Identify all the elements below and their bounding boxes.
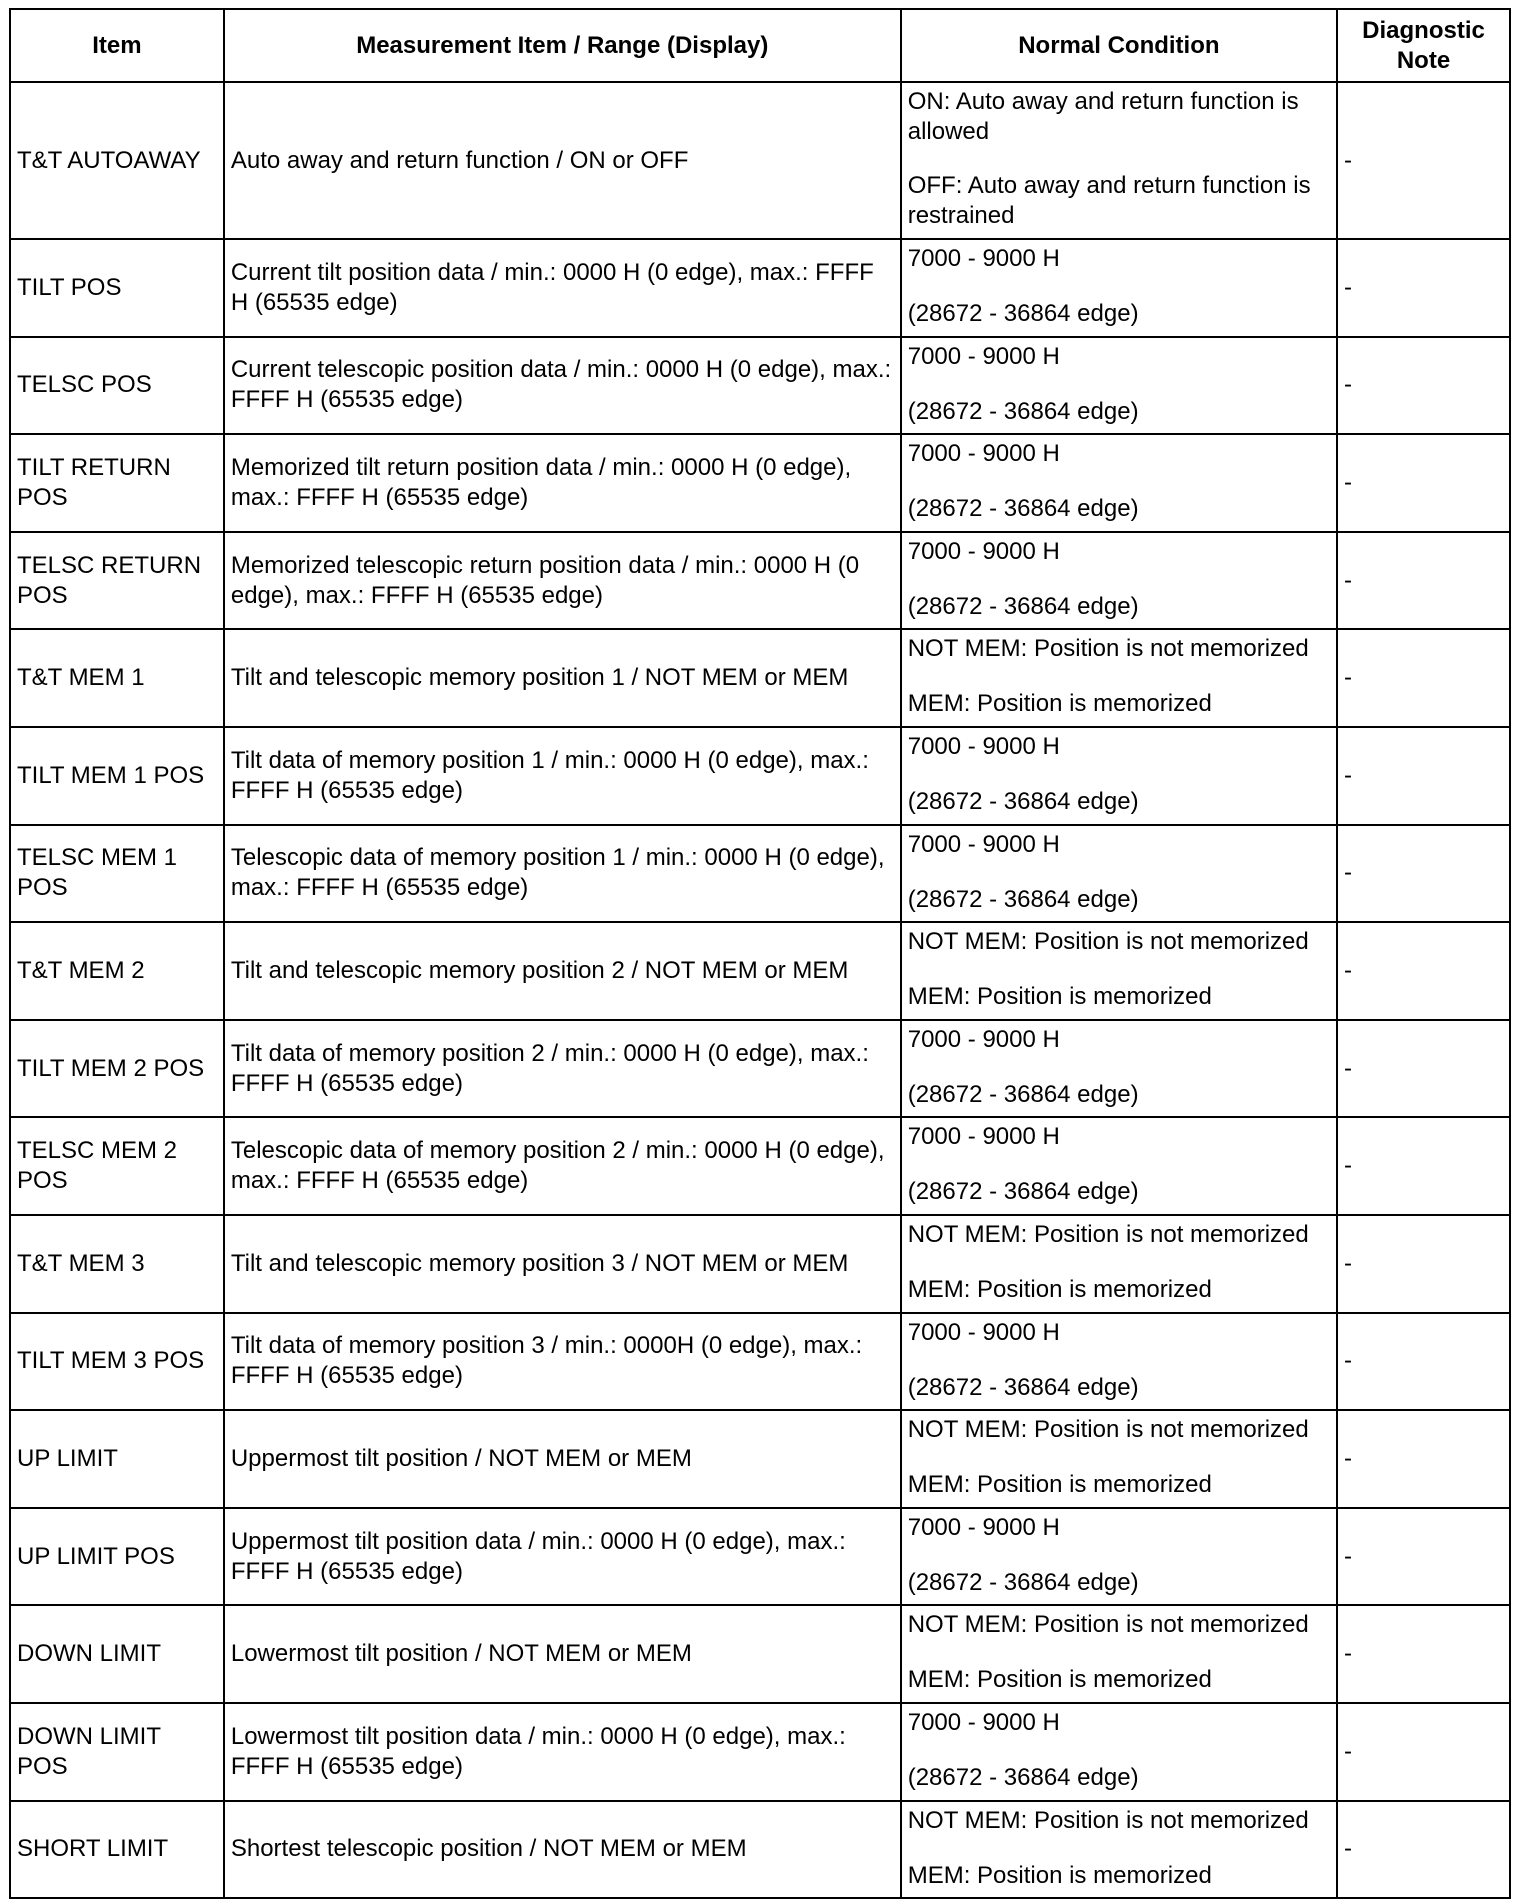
normal-condition-line2: MEM: Position is memorized xyxy=(907,983,1212,1011)
diagnostic-note-line1: Diagnostic xyxy=(1362,16,1485,44)
measurement-cell: Tilt data of memory position 2 / min.: 0000 H (0 edge), max.: FFFF H (65535 edge) xyxy=(224,1020,901,1118)
table-row xyxy=(10,1703,1510,1801)
diagnostic-note-cell: - xyxy=(1337,1605,1510,1703)
item-cell: DOWN LIMIT xyxy=(10,1605,224,1703)
normal-condition-cell xyxy=(901,1508,1337,1606)
diagnostic-note-cell: - xyxy=(1337,1410,1510,1508)
normal-condition-line2: (28672 - 36864 edge) xyxy=(907,1178,1139,1206)
normal-condition-line2: MEM: Position is memorized xyxy=(907,1666,1212,1694)
measurement-cell: Uppermost tilt position / NOT MEM or MEM xyxy=(224,1410,901,1508)
measurement-cell: Lowermost tilt position data / min.: 0000 H (0 edge), max.: FFFF H (65535 edge) xyxy=(224,1703,901,1801)
normal-condition-line2: (28672 - 36864 edge) xyxy=(907,1568,1139,1596)
column-header-diagnostic-note xyxy=(1337,9,1510,82)
table-row xyxy=(10,1801,1510,1899)
normal-condition-line1: NOT MEM: Position is not memorized xyxy=(907,1806,1309,1834)
normal-condition-line2: (28672 - 36864 edge) xyxy=(907,787,1139,815)
normal-condition-line1: 7000 - 9000 H xyxy=(907,245,1060,272)
normal-condition-cell xyxy=(901,532,1337,630)
normal-condition-cell xyxy=(901,1410,1337,1508)
normal-condition-cell xyxy=(901,1020,1337,1118)
normal-condition-line2: OFF: Auto away and return function is restrained xyxy=(907,172,1311,229)
diagnostic-note-cell: - xyxy=(1337,1020,1510,1118)
measurement-cell: Tilt data of memory position 3 / min.: 0000H (0 edge), max.: FFFF H (65535 edge) xyxy=(224,1313,901,1411)
diagnostic-note-cell: - xyxy=(1337,82,1510,239)
normal-condition-line2: (28672 - 36864 edge) xyxy=(907,1763,1139,1791)
table-row xyxy=(10,1313,1510,1411)
normal-condition-line2: (28672 - 36864 edge) xyxy=(907,592,1139,620)
diagnostic-note-cell: - xyxy=(1337,1703,1510,1801)
normal-condition-cell xyxy=(901,434,1337,532)
item-cell: UP LIMIT POS xyxy=(10,1508,224,1606)
normal-condition-cell xyxy=(901,82,1337,239)
diagnostic-note-cell: - xyxy=(1337,825,1510,923)
column-header-normal-condition: Normal Condition xyxy=(901,9,1337,82)
diagnostic-note-cell: - xyxy=(1337,1508,1510,1606)
normal-condition-line2: MEM: Position is memorized xyxy=(907,1861,1212,1889)
item-cell: T&T MEM 3 xyxy=(10,1215,224,1313)
table-row xyxy=(10,629,1510,727)
table-row xyxy=(10,337,1510,435)
table-header-row xyxy=(10,9,1510,82)
table-row xyxy=(10,1605,1510,1703)
table-row xyxy=(10,434,1510,532)
item-cell: DOWN LIMIT POS xyxy=(10,1703,224,1801)
measurement-cell: Auto away and return function / ON or OFF xyxy=(224,82,901,239)
table-row xyxy=(10,239,1510,337)
measurement-cell: Tilt and telescopic memory position 3 / NOT MEM or MEM xyxy=(224,1215,901,1313)
measurement-cell: Uppermost tilt position data / min.: 0000 H (0 edge), max.: FFFF H (65535 edge) xyxy=(224,1508,901,1606)
item-cell: TILT MEM 2 POS xyxy=(10,1020,224,1118)
normal-condition-line2: (28672 - 36864 edge) xyxy=(907,885,1139,913)
item-cell: T&T MEM 1 xyxy=(10,629,224,727)
normal-condition-cell xyxy=(901,922,1337,1020)
normal-condition-line1: NOT MEM: Position is not memorized xyxy=(907,1220,1309,1248)
table-row xyxy=(10,532,1510,630)
diagnostic-note-cell: - xyxy=(1337,1313,1510,1411)
measurement-cell: Memorized tilt return position data / min.: 0000 H (0 edge), max.: FFFF H (65535 edge) xyxy=(224,434,901,532)
table-row xyxy=(10,825,1510,923)
measurement-cell: Shortest telescopic position / NOT MEM or MEM xyxy=(224,1801,901,1899)
table-row xyxy=(10,1117,1510,1215)
measurement-cell: Telescopic data of memory position 2 / min.: 0000 H (0 edge), max.: FFFF H (65535 edge) xyxy=(224,1117,901,1215)
table-row xyxy=(10,1215,1510,1313)
table-row xyxy=(10,922,1510,1020)
diagnostic-note-cell: - xyxy=(1337,1801,1510,1899)
diagnostic-note-cell: - xyxy=(1337,629,1510,727)
normal-condition-line1: NOT MEM: Position is not memorized xyxy=(907,635,1309,663)
diagnostic-note-cell: - xyxy=(1337,434,1510,532)
measurement-cell: Memorized telescopic return position data / min.: 0000 H (0 edge), max.: FFFF H (65535 edge) xyxy=(224,532,901,630)
item-cell: TELSC MEM 2 POS xyxy=(10,1117,224,1215)
item-cell: TILT MEM 3 POS xyxy=(10,1313,224,1411)
normal-condition-cell xyxy=(901,239,1337,337)
normal-condition-line1: NOT MEM: Position is not memorized xyxy=(907,928,1309,956)
normal-condition-line1: NOT MEM: Position is not memorized xyxy=(907,1611,1309,1639)
item-cell: T&T AUTOAWAY xyxy=(10,82,224,239)
diagnostic-note-cell: - xyxy=(1337,1215,1510,1313)
normal-condition-cell xyxy=(901,1313,1337,1411)
measurement-cell: Lowermost tilt position / NOT MEM or MEM xyxy=(224,1605,901,1703)
normal-condition-line2: (28672 - 36864 edge) xyxy=(907,300,1139,327)
item-cell: UP LIMIT xyxy=(10,1410,224,1508)
item-cell: TELSC RETURN POS xyxy=(10,532,224,630)
normal-condition-line2: (28672 - 36864 edge) xyxy=(907,495,1139,523)
normal-condition-cell xyxy=(901,1605,1337,1703)
normal-condition-cell xyxy=(901,629,1337,727)
table-row xyxy=(10,1020,1510,1118)
normal-condition-cell xyxy=(901,1703,1337,1801)
diagnostic-note-cell: - xyxy=(1337,1117,1510,1215)
normal-condition-line1: 7000 - 9000 H xyxy=(907,537,1060,565)
normal-condition-line1: 7000 - 9000 H xyxy=(907,1513,1060,1541)
data-monitor-table xyxy=(9,8,1511,1899)
diagnostic-note-cell: - xyxy=(1337,532,1510,630)
table-row xyxy=(10,82,1510,239)
table-body xyxy=(10,82,1510,1898)
normal-condition-line1: 7000 - 9000 H xyxy=(907,830,1060,858)
normal-condition-line2: MEM: Position is memorized xyxy=(907,1471,1212,1499)
normal-condition-cell xyxy=(901,727,1337,825)
normal-condition-line1: 7000 - 9000 H xyxy=(907,342,1060,370)
diagnostic-note-cell: - xyxy=(1337,727,1510,825)
column-header-item: Item xyxy=(10,9,224,82)
normal-condition-line1: 7000 - 9000 H xyxy=(907,1708,1060,1736)
normal-condition-line2: (28672 - 36864 edge) xyxy=(907,1373,1139,1401)
normal-condition-line2: MEM: Position is memorized xyxy=(907,1275,1212,1303)
normal-condition-line2: MEM: Position is memorized xyxy=(907,690,1212,718)
normal-condition-line1: 7000 - 9000 H xyxy=(907,1025,1060,1053)
item-cell: TILT POS xyxy=(10,239,224,337)
normal-condition-cell xyxy=(901,1801,1337,1899)
normal-condition-line2: (28672 - 36864 edge) xyxy=(907,1080,1139,1108)
normal-condition-line2: (28672 - 36864 edge) xyxy=(907,397,1139,425)
item-cell: TELSC POS xyxy=(10,337,224,435)
measurement-cell: Tilt and telescopic memory position 1 / NOT MEM or MEM xyxy=(224,629,901,727)
measurement-cell: Telescopic data of memory position 1 / min.: 0000 H (0 edge), max.: FFFF H (65535 edge) xyxy=(224,825,901,923)
diagnostic-note-line2: Note xyxy=(1396,46,1451,74)
diagnostic-note-cell: - xyxy=(1337,922,1510,1020)
measurement-cell: Current telescopic position data / min.: 0000 H (0 edge), max.: FFFF H (65535 edge) xyxy=(224,337,901,435)
table-row xyxy=(10,1410,1510,1508)
item-cell: TELSC MEM 1 POS xyxy=(10,825,224,923)
normal-condition-cell xyxy=(901,1117,1337,1215)
item-cell: TILT MEM 1 POS xyxy=(10,727,224,825)
normal-condition-line1: 7000 - 9000 H xyxy=(907,1318,1060,1346)
normal-condition-line1: 7000 - 9000 H xyxy=(907,732,1060,760)
measurement-cell: Tilt and telescopic memory position 2 / NOT MEM or MEM xyxy=(224,922,901,1020)
normal-condition-cell xyxy=(901,1215,1337,1313)
measurement-cell: Current tilt position data / min.: 0000 H (0 edge), max.: FFFF H (65535 edge) xyxy=(224,239,901,337)
measurement-cell: Tilt data of memory position 1 / min.: 0000 H (0 edge), max.: FFFF H (65535 edge) xyxy=(224,727,901,825)
item-cell: TILT RETURN POS xyxy=(10,434,224,532)
normal-condition-cell xyxy=(901,337,1337,435)
item-cell: T&T MEM 2 xyxy=(10,922,224,1020)
table-row xyxy=(10,727,1510,825)
normal-condition-cell xyxy=(901,825,1337,923)
normal-condition-line1: ON: Auto away and return function is allowed xyxy=(907,88,1299,145)
normal-condition-line1: 7000 - 9000 H xyxy=(907,440,1060,468)
normal-condition-line1: 7000 - 9000 H xyxy=(907,1123,1060,1151)
column-header-measurement: Measurement Item / Range (Display) xyxy=(224,9,901,82)
diagnostic-note-cell: - xyxy=(1337,239,1510,337)
item-cell: SHORT LIMIT xyxy=(10,1801,224,1899)
table-row xyxy=(10,1508,1510,1606)
diagnostic-note-cell: - xyxy=(1337,337,1510,435)
normal-condition-line1: NOT MEM: Position is not memorized xyxy=(907,1416,1309,1444)
